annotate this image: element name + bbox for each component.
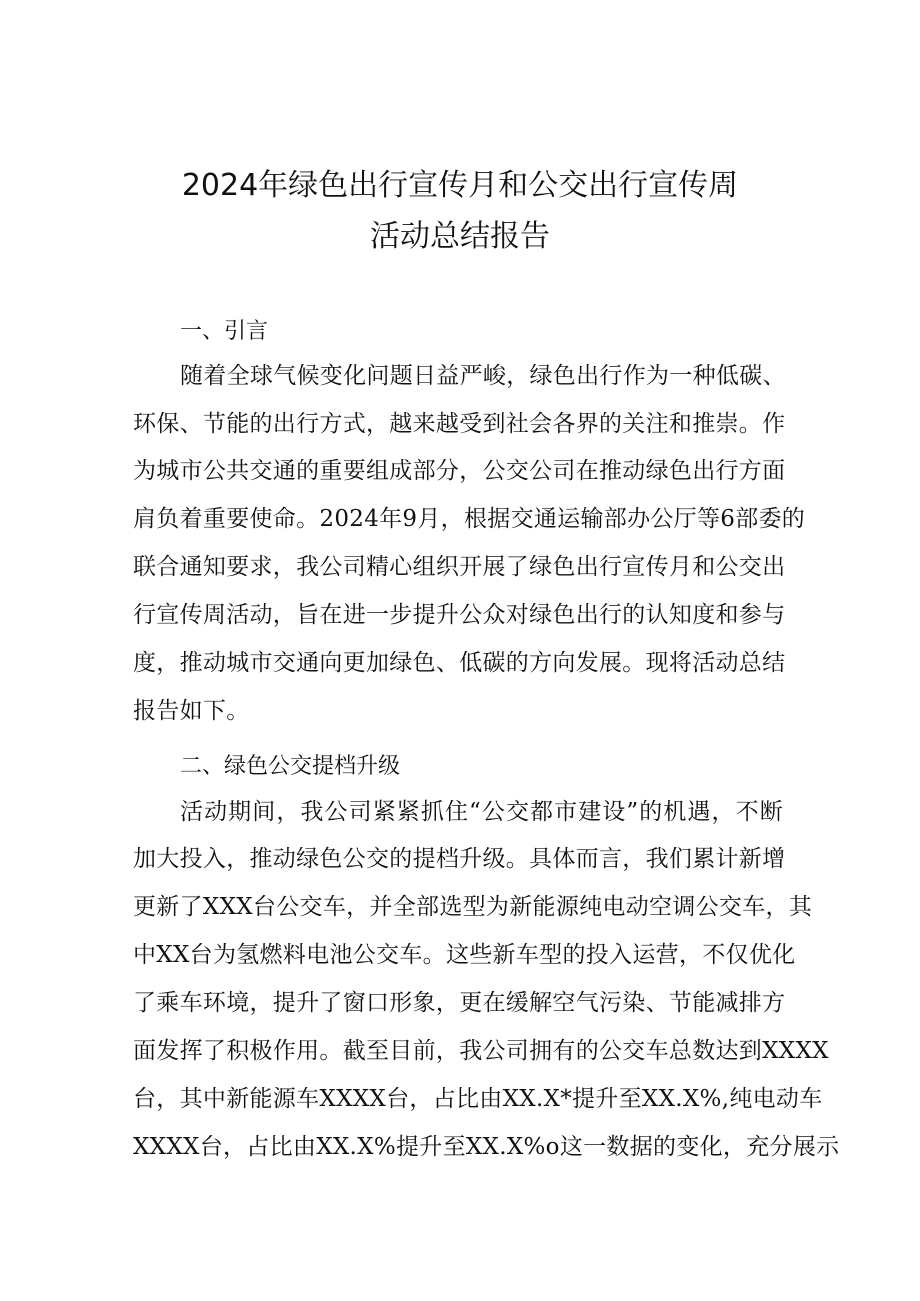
paragraph-line: 环保、节能的出行方式，越来越受到社会各界的关注和推崇。作 bbox=[133, 411, 786, 437]
section-heading-green-bus-upgrade: 二、绿色公交提档升级 bbox=[180, 754, 401, 779]
paragraph-line: 联合通知要求，我公司精心组织开展了绿色出行宣传月和公交出 bbox=[133, 554, 786, 580]
section-heading-introduction: 一、引言 bbox=[180, 319, 269, 344]
paragraph-line: 为城市公共交通的重要组成部分，公交公司在推动绿色出行方面 bbox=[133, 458, 786, 484]
paragraph-line: 报告如下。 bbox=[133, 698, 250, 724]
paragraph-line: 加大投入，推动绿色公交的提档升级。具体而言，我们累计新增 bbox=[133, 846, 786, 872]
paragraph-line: 更新了XXX台公交车，并全部选型为新能源纯电动空调公交车，其 bbox=[133, 894, 813, 920]
paragraph-line: 面发挥了积极作用。截至目前，我公司拥有的公交车总数达到XXXX bbox=[133, 1038, 829, 1064]
paragraph-line: 肩负着重要使命。2024年9月，根据交通运输部办公厅等6部委的 bbox=[133, 506, 806, 532]
paragraph-line: 台，其中新能源车XXXX台，占比由XX.X*提升至XX.X%,纯电动车 bbox=[133, 1086, 823, 1112]
document-title-line-2: 活动总结报告 bbox=[370, 219, 550, 254]
paragraph-line: XXXX台，占比由XX.X%提升至XX.X%o这一数据的变化，充分展示 bbox=[133, 1134, 840, 1160]
paragraph-line: 度，推动城市交通向更加绿色、低碳的方向发展。现将活动总结 bbox=[133, 650, 786, 676]
paragraph-line: 行宣传周活动，旨在进一步提升公众对绿色出行的认知度和参与 bbox=[133, 602, 786, 628]
paragraph-line: 中XX台为氢燃料电池公交车。这些新车型的投入运营，不仅优化 bbox=[133, 942, 796, 968]
paragraph-line: 了乘车环境，提升了窗口形象，更在缓解空气污染、节能减排方 bbox=[133, 990, 786, 1016]
document-title-line-1: 2024年绿色出行宣传月和公交出行宣传周 bbox=[181, 168, 739, 203]
paragraph-line: 随着全球气候变化问题日益严峻，绿色出行作为一种低碳、 bbox=[180, 363, 786, 389]
paragraph-line: 活动期间，我公司紧紧抓住“公交都市建设”的机遇，不断 bbox=[180, 799, 783, 825]
